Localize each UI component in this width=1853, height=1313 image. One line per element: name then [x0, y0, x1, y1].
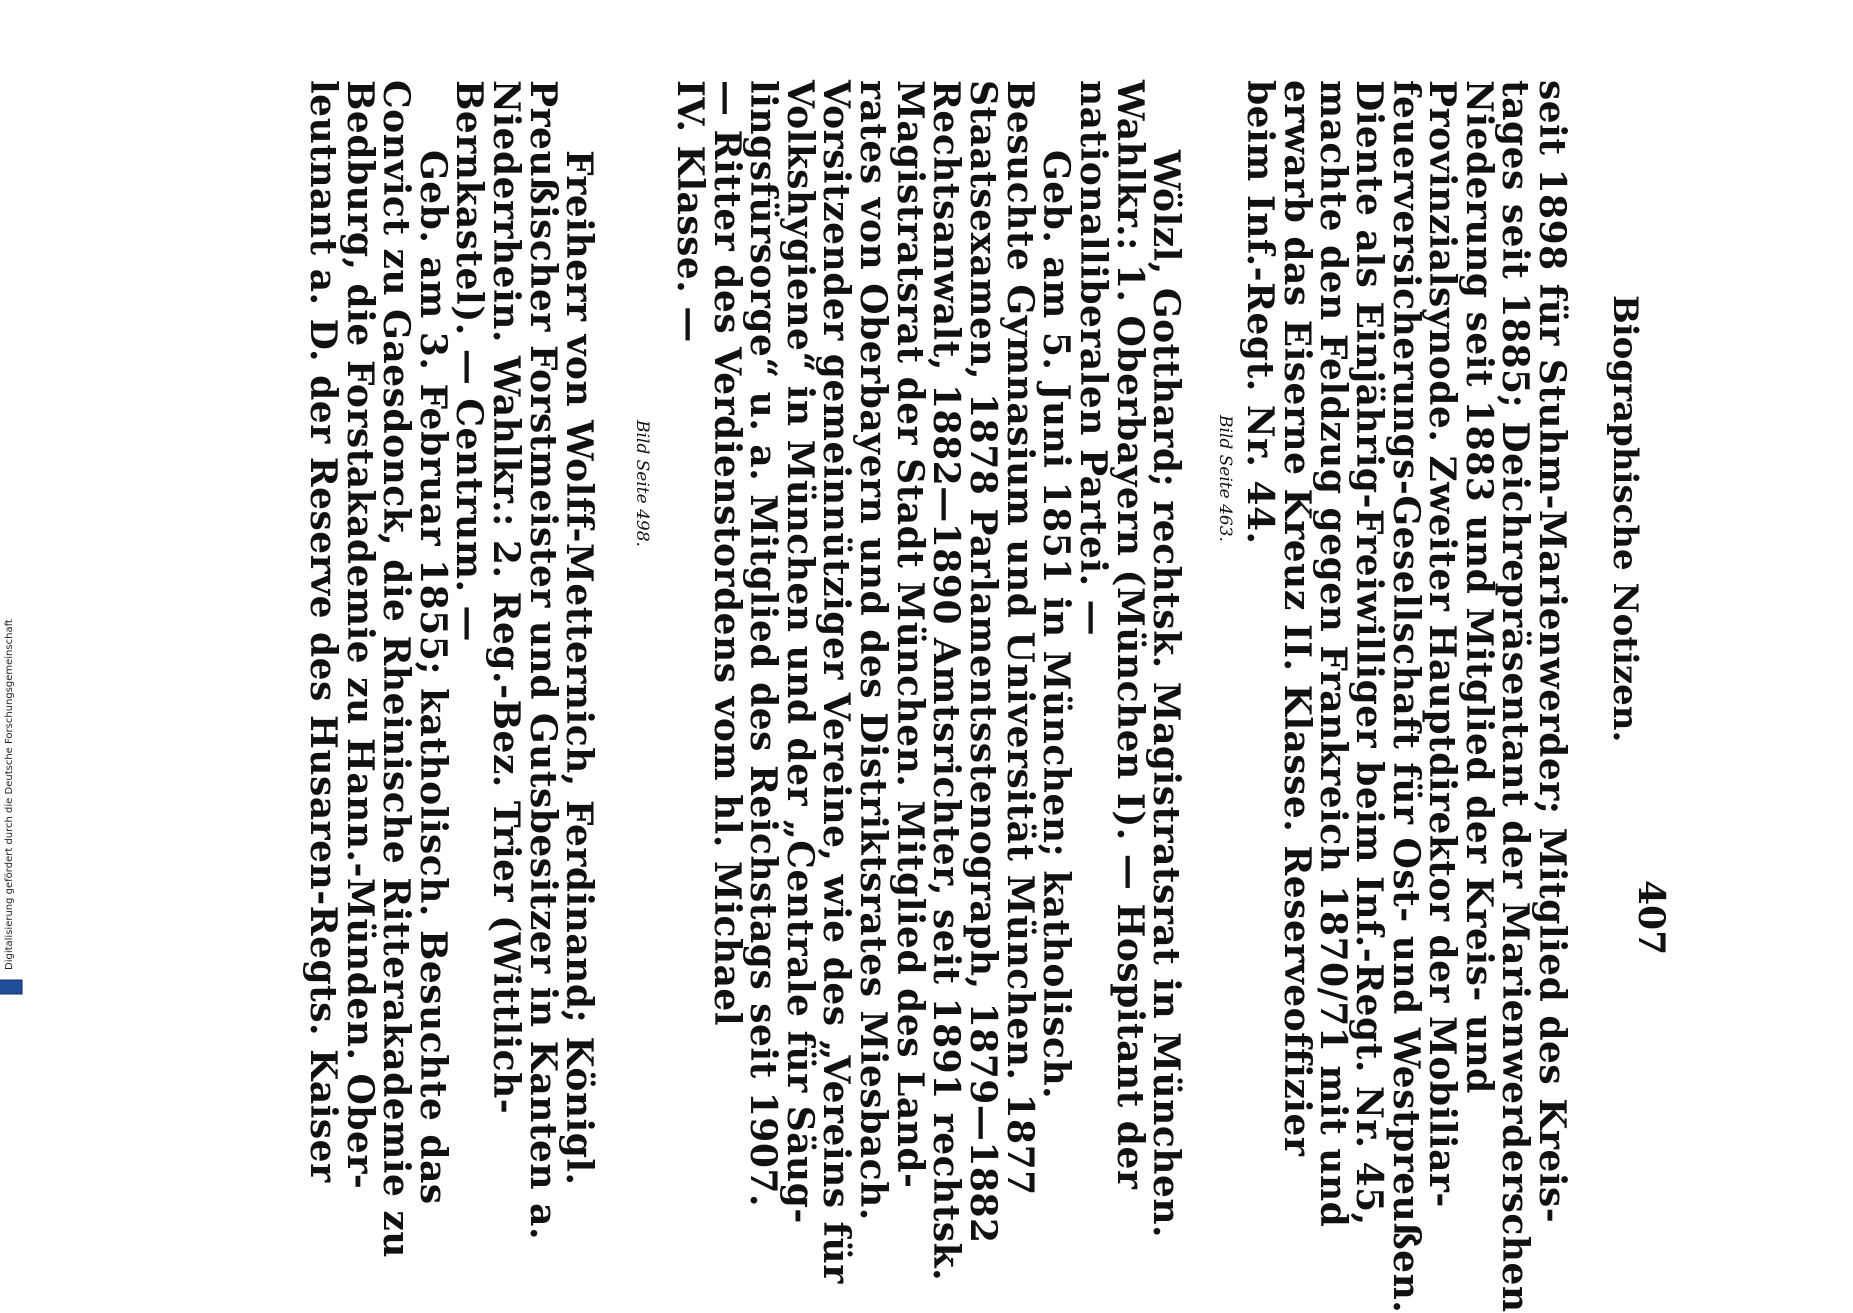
dfg-logo-icon — [0, 980, 23, 995]
text-line: Preußischer Forstmeister und Gutsbesitzer in Kanten a. — [522, 80, 564, 1240]
entry-heading-line: Freiherr von Wolff-Metternich, Ferdinand; Königl. — [558, 150, 600, 1186]
text-line: Niederung seit 1883 und Mitglied der Kreis- und — [1458, 80, 1500, 1094]
text-line: beim Inf.-Regt. Nr. 44. — [1239, 80, 1281, 545]
text-line: Niederrhein. Wahlkr.: 2. Reg.-Bez. Trier (Wittlich- — [485, 80, 527, 1115]
digitization-credit: Digitalisierung gefördert durch die Deutsche Forschungsgemeinschaft — [4, 619, 15, 970]
text-line: Bernkastel). — Centrum. — — [448, 80, 490, 643]
entry-heading-line: Wölzl, Gotthard; rechtsk. Magistratsrat in München. — [1145, 150, 1187, 1239]
text-line: Bedburg, die Forstakademie zu Hann.-Münden. Ober- — [339, 80, 381, 1190]
text-line: Geb. am 5. Juni 1851 in München; katholisch. — [1035, 150, 1077, 1100]
text-line: machte den Feldzug gegen Frankreich 1870/71 mit und — [1312, 80, 1354, 1228]
picture-reference: Bild Seite 498. — [632, 420, 652, 547]
text-line: erwarb das Eiserne Kreuz II. Klasse. Reserveoffizier — [1276, 80, 1318, 1157]
text-line: nationalliberalen Partei. — — [1072, 80, 1114, 637]
text-line: lingsfürsorge“ u. a. Mitglied des Reichstags seit 1907. — [742, 80, 784, 1207]
text-line: Rechtsanwalt, 1882—1890 Amtsrichter, seit 1891 rechtsk. — [925, 80, 967, 1282]
text-line: Convict zu Gaesdonck, die Rheinische Ritterakademie zu — [375, 80, 417, 1259]
text-line: Volkshygiene“ in München und der „Centrale für Säug- — [779, 80, 821, 1224]
text-line: leutnant a. D. der Reserve des Husaren-Regts. Kaiser — [302, 80, 344, 1183]
text-line: — Ritter des Verdienstordens vom hl. Michael — [706, 80, 748, 1027]
text-line: Staatsexamen, 1878 Parlamentsstenograph, 1879—1882 — [962, 80, 1004, 1244]
text-line: Besuchte Gymnasium und Universität München. 1877 — [999, 80, 1041, 1196]
text-line: Geb. am 3. Februar 1855; katholisch. Besuchte das — [412, 150, 454, 1205]
text-line: Diente als Einjährig-Freiwilliger beim Inf.-Regt. Nr. 45, — [1348, 80, 1390, 1226]
text-line: Magistratsrat der Stadt München. Mitglied des Land- — [889, 80, 931, 1189]
text-line: feuerversicherungs-Gesellschaft für Ost- und Westpreußen. — [1385, 80, 1427, 1313]
text-line: tages seit 1885; Deichrepräsentant der Marienwerderschen — [1494, 80, 1536, 1313]
picture-reference: Bild Seite 463. — [1215, 415, 1235, 542]
text-line: IV. Klasse. — — [669, 80, 711, 343]
text-line: Provinzialsynode. Zweiter Hauptdirektor der Mobiliar- — [1421, 80, 1463, 1208]
text-line: rates von Oberbayern und des Distriktsrates Miesbach. — [852, 80, 894, 1221]
text-line: seit 1898 für Stuhm-Marienwerder; Mitglied des Kreis- — [1531, 80, 1573, 1224]
text-line: Wahlkr.: 1. Oberbayern (München I). — Hospitant der — [1109, 80, 1151, 1190]
running-header: Biographische Notizen. — [1605, 295, 1645, 743]
page-number: 407 — [1630, 880, 1672, 956]
text-line: Vorsitzender gemeinnütziger Vereine, wie des „Vereins für — [815, 80, 857, 1284]
